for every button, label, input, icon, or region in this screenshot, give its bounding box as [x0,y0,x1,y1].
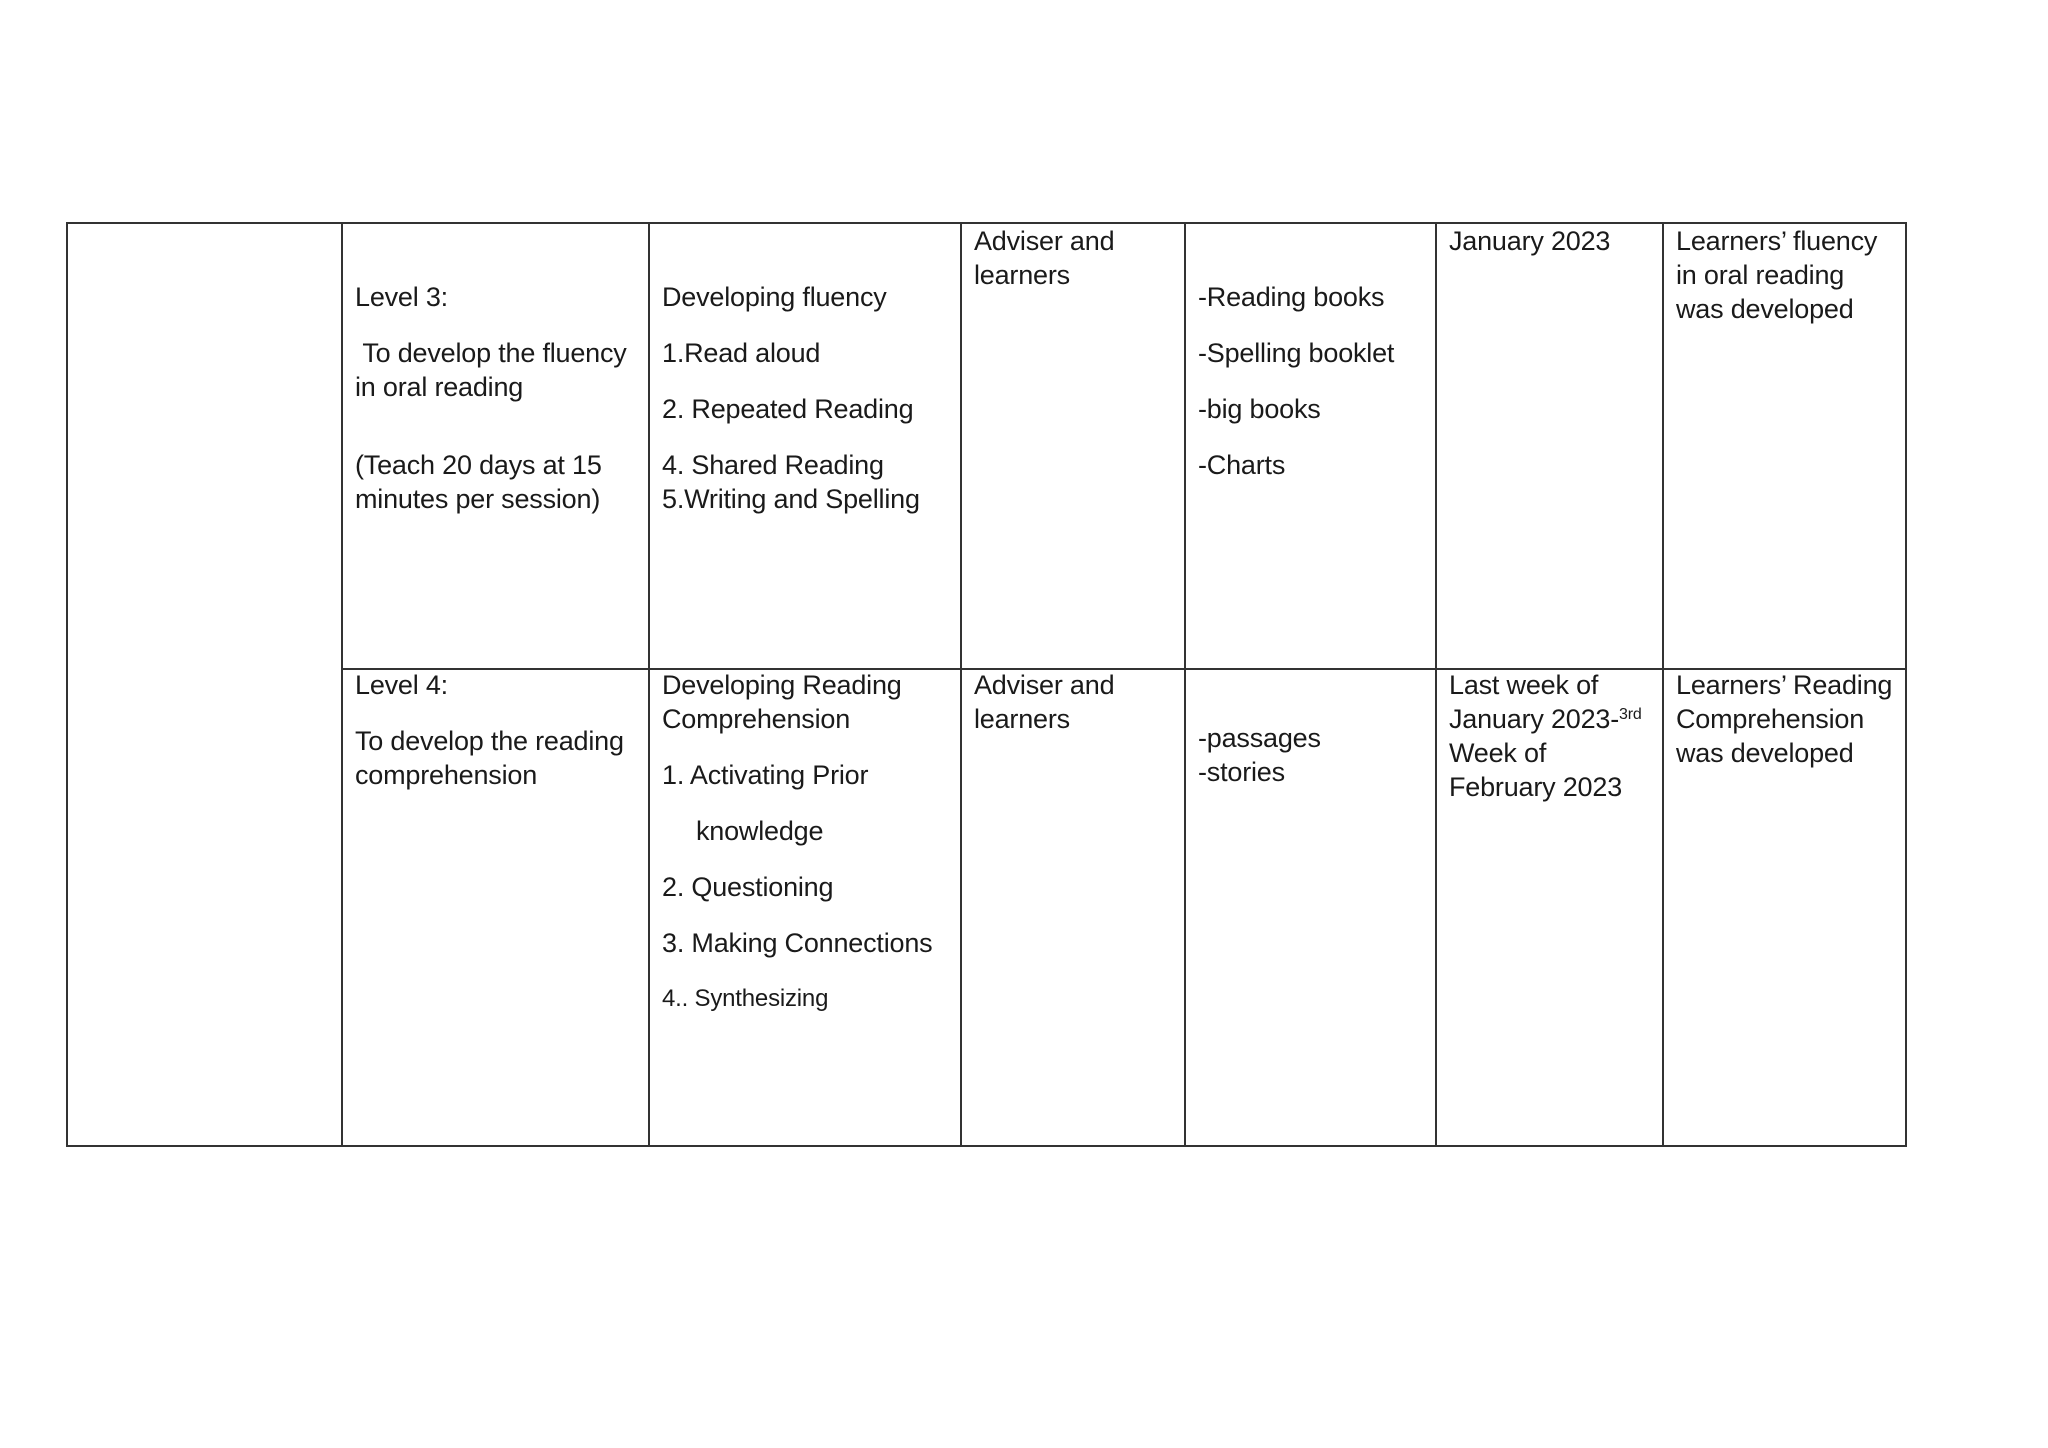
row2-resources-cell [1186,721,1435,789]
row1-activity-item: 4. Shared Reading [662,450,884,480]
row2-resource-item: -passages [1198,723,1321,753]
row2-timeframe [1449,668,1650,804]
row1-activities-cell [650,280,960,538]
row2-activities-cell [650,668,960,1038]
plan-table [66,222,1907,1147]
row2-level: Level 4: [355,670,448,700]
row1-persons: Adviser and learners [974,226,1115,290]
row2-timeframe-part2: Week of February 2023 [1449,738,1623,802]
row1-activity-item: 5.Writing and Spelling [662,484,920,514]
row2-activities-title: Developing Reading Comprehension [662,670,902,734]
row1-resource-item: -big books [1198,394,1321,424]
row2-outcome-cell [1664,668,1907,770]
row2-timeframe-part1: Last week of January 2023- [1449,670,1620,734]
row2-goal: To develop the reading comprehension [355,726,624,790]
row2-persons-cell [962,668,1184,736]
row2-activity-item: 2. Questioning [662,872,834,902]
row1-resource-item: -Charts [1198,450,1286,480]
row2-outcome: Learners’ Reading Comprehension was developed [1676,670,1893,768]
row1-resource-item: -Reading books [1198,282,1385,312]
row2-objective-cell [343,668,648,814]
row1-outcome-cell [1664,224,1907,326]
row1-goal: To develop the fluency in oral reading [355,338,634,402]
row1-persons-cell [962,224,1184,292]
row1-timeframe-cell [1437,224,1662,258]
row2-resource-item: -stories [1198,757,1285,787]
row1-resource-item: -Spelling booklet [1198,338,1395,368]
row1-outcome: Learners’ fluency in oral reading was developed [1676,226,1878,324]
row2-activity-item: knowledge [696,816,824,846]
row2-timeframe-cell [1437,668,1662,804]
row1-activity-item: 1.Read aloud [662,338,821,368]
row1-note: (Teach 20 days at 15 minutes per session) [355,450,602,514]
row1-activity-item: 2. Repeated Reading [662,394,914,424]
row2-persons: Adviser and learners [974,670,1115,734]
row2-timeframe-superscript: 3rd [1619,706,1642,723]
row1-level: Level 3: [355,282,448,312]
row1-activities-title: Developing fluency [662,282,887,312]
row2-activity-item: 1. Activating Prior [662,760,869,790]
row2-activity-item: 3. Making Connections [662,928,933,958]
row1-timeframe: January 2023 [1449,226,1611,256]
row1-resources-cell [1186,280,1435,504]
row1-objective-cell [343,280,648,538]
row2-activity-item: 4.. Synthesizing [662,985,829,1012]
